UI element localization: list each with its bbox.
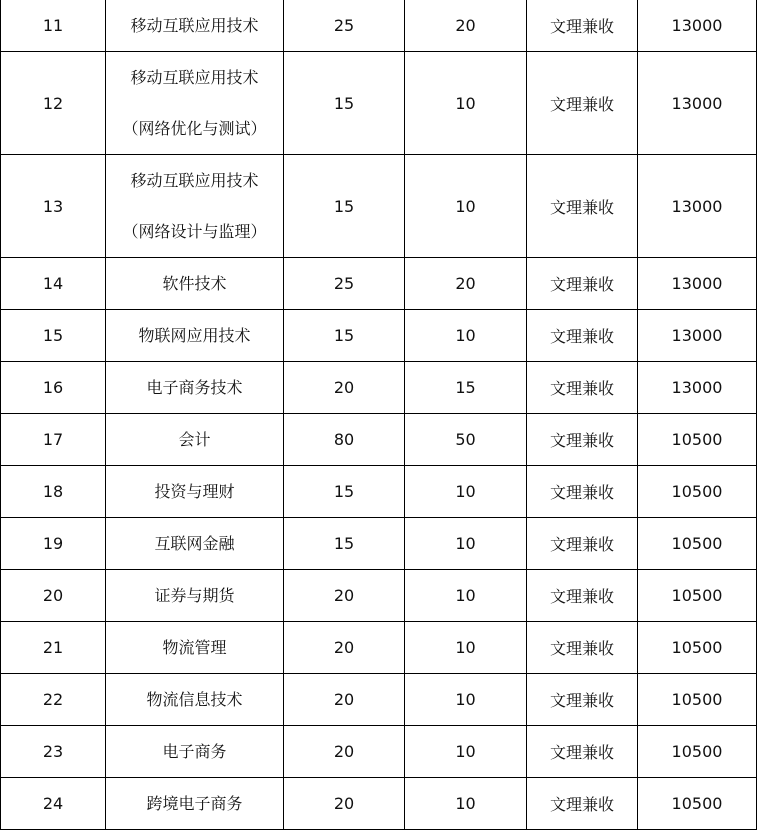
- tuition-fee-cell: 13000: [638, 155, 757, 258]
- plan-count-b-cell: 10: [405, 674, 527, 726]
- major-name-cell: [106, 518, 284, 570]
- plan-count-a-cell: 15: [284, 155, 405, 258]
- table-row: [1, 362, 757, 414]
- table-row: [1, 570, 757, 622]
- table-row: [1, 310, 757, 362]
- plan-count-b-cell: 10: [405, 52, 527, 155]
- plan-count-a-cell: 20: [284, 674, 405, 726]
- table-row: [1, 258, 757, 310]
- category-cell: 文理兼收: [527, 778, 638, 830]
- major-name-cell: [106, 570, 284, 622]
- major-name-line: 跨境电子商务: [146, 794, 243, 813]
- row-number-cell: 11: [1, 0, 106, 52]
- plan-count-b-cell: 10: [405, 310, 527, 362]
- category-cell: 文理兼收: [527, 0, 638, 52]
- plan-count-a-cell: 20: [284, 778, 405, 830]
- table-row: [1, 466, 757, 518]
- tuition-fee-cell: 13000: [638, 310, 757, 362]
- tuition-fee-cell: 10500: [638, 518, 757, 570]
- table-row: [1, 414, 757, 466]
- category-cell: 文理兼收: [527, 570, 638, 622]
- category-cell: 文理兼收: [527, 258, 638, 310]
- plan-count-b-cell: 10: [405, 466, 527, 518]
- category-cell: 文理兼收: [527, 155, 638, 258]
- row-number-cell: 15: [1, 310, 106, 362]
- table-body: [1, 0, 757, 830]
- row-number-cell: 24: [1, 778, 106, 830]
- tuition-fee-cell: 10500: [638, 622, 757, 674]
- category-cell: 文理兼收: [527, 518, 638, 570]
- major-name-cell: [106, 726, 284, 778]
- plan-count-a-cell: 20: [284, 570, 405, 622]
- major-name-line: 电子商务技术: [146, 378, 243, 397]
- major-name-line: 移动互联应用技术: [130, 171, 259, 190]
- tuition-fee-cell: 10500: [638, 414, 757, 466]
- major-name-line: 电子商务: [162, 742, 227, 761]
- row-number-cell: 14: [1, 258, 106, 310]
- tuition-fee-cell: 13000: [638, 52, 757, 155]
- plan-count-b-cell: 20: [405, 258, 527, 310]
- major-name-cell: [106, 0, 284, 52]
- plan-count-b-cell: 10: [405, 155, 527, 258]
- major-name-line: 物流管理: [162, 638, 227, 657]
- major-name-cell: [106, 362, 284, 414]
- row-number-cell: 18: [1, 466, 106, 518]
- category-cell: 文理兼收: [527, 414, 638, 466]
- category-cell: 文理兼收: [527, 622, 638, 674]
- table-row: [1, 726, 757, 778]
- tuition-fee-cell: 10500: [638, 778, 757, 830]
- plan-count-b-cell: 10: [405, 518, 527, 570]
- row-number-cell: 16: [1, 362, 106, 414]
- row-number-cell: 12: [1, 52, 106, 155]
- tuition-fee-cell: 10500: [638, 726, 757, 778]
- row-number-cell: 17: [1, 414, 106, 466]
- category-cell: 文理兼收: [527, 52, 638, 155]
- tuition-fee-cell: 13000: [638, 0, 757, 52]
- plan-count-a-cell: 80: [284, 414, 405, 466]
- major-name-cell: [106, 155, 284, 258]
- table-row: [1, 674, 757, 726]
- major-name-line: 物流信息技术: [146, 690, 243, 709]
- plan-count-b-cell: 10: [405, 778, 527, 830]
- major-name-line: （网络设计与监理）: [122, 222, 267, 241]
- major-name-cell: [106, 466, 284, 518]
- major-name-line: 移动互联应用技术: [130, 16, 259, 35]
- category-cell: 文理兼收: [527, 726, 638, 778]
- major-name-line: 移动互联应用技术: [130, 68, 259, 87]
- major-name-line: 投资与理财: [154, 482, 235, 501]
- plan-count-b-cell: 50: [405, 414, 527, 466]
- row-number-cell: 19: [1, 518, 106, 570]
- major-name-cell: [106, 310, 284, 362]
- major-name-line: 物联网应用技术: [138, 326, 251, 345]
- major-name-cell: [106, 258, 284, 310]
- table-row: [1, 518, 757, 570]
- plan-count-b-cell: 15: [405, 362, 527, 414]
- row-number-cell: 21: [1, 622, 106, 674]
- major-name-cell: [106, 52, 284, 155]
- category-cell: 文理兼收: [527, 362, 638, 414]
- major-name-cell: [106, 622, 284, 674]
- plan-count-a-cell: 15: [284, 466, 405, 518]
- category-cell: 文理兼收: [527, 466, 638, 518]
- major-name-line: 会计: [178, 430, 211, 449]
- tuition-fee-cell: 13000: [638, 258, 757, 310]
- table-row: [1, 52, 757, 155]
- major-name-line: 证券与期货: [154, 586, 235, 605]
- plan-count-b-cell: 10: [405, 622, 527, 674]
- plan-count-a-cell: 20: [284, 622, 405, 674]
- category-cell: 文理兼收: [527, 310, 638, 362]
- category-cell: 文理兼收: [527, 674, 638, 726]
- tuition-fee-cell: 10500: [638, 466, 757, 518]
- tuition-fee-cell: 10500: [638, 570, 757, 622]
- major-name-cell: [106, 414, 284, 466]
- plan-count-a-cell: 25: [284, 0, 405, 52]
- plan-count-a-cell: 20: [284, 362, 405, 414]
- major-name-line: 软件技术: [162, 274, 227, 293]
- table-row: [1, 155, 757, 258]
- major-name-cell: [106, 778, 284, 830]
- plan-count-b-cell: 10: [405, 570, 527, 622]
- row-number-cell: 22: [1, 674, 106, 726]
- plan-count-b-cell: 20: [405, 0, 527, 52]
- plan-count-b-cell: 10: [405, 726, 527, 778]
- major-name-cell: [106, 674, 284, 726]
- row-number-cell: 13: [1, 155, 106, 258]
- plan-count-a-cell: 25: [284, 258, 405, 310]
- plan-count-a-cell: 15: [284, 52, 405, 155]
- table-row: [1, 622, 757, 674]
- table-row: [1, 778, 757, 830]
- plan-count-a-cell: 20: [284, 726, 405, 778]
- plan-count-a-cell: 15: [284, 518, 405, 570]
- major-name-line: 互联网金融: [154, 534, 235, 553]
- row-number-cell: 20: [1, 570, 106, 622]
- plan-count-a-cell: 15: [284, 310, 405, 362]
- row-number-cell: 23: [1, 726, 106, 778]
- tuition-fee-cell: 13000: [638, 362, 757, 414]
- tuition-fee-cell: 10500: [638, 674, 757, 726]
- major-name-line: （网络优化与测试）: [122, 119, 267, 138]
- table-row: [1, 0, 757, 52]
